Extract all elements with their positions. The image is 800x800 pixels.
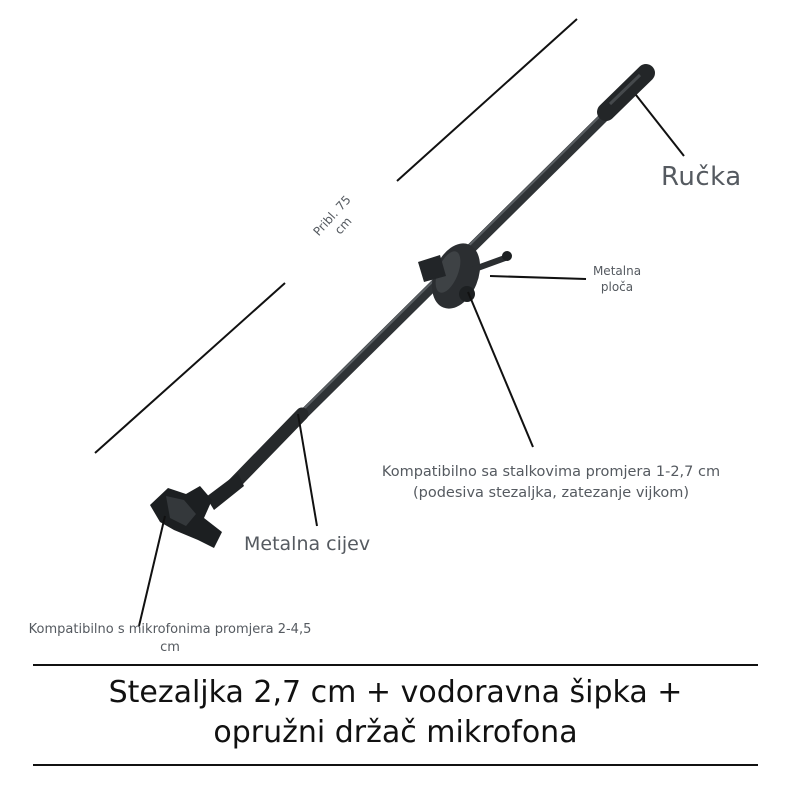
- boom-rod: [233, 113, 605, 485]
- metal-pipe-label: Metalna cijev: [244, 533, 371, 555]
- handle-grip: [606, 73, 646, 112]
- leader-clamp: [468, 292, 533, 447]
- caption: [33, 673, 758, 753]
- caption-line-2: opružni držač mikrofona: [213, 715, 578, 750]
- caption-rule-top: [33, 664, 758, 666]
- dimension-line-upper: [397, 19, 577, 181]
- leader-plate: [490, 276, 586, 279]
- length-label: Pribl. 75 cm: [310, 192, 355, 239]
- mic-compat-label: Kompatibilno s mikrofonima promjera 2-4,5 cm: [28, 622, 312, 655]
- leader-mic: [139, 516, 165, 626]
- handle-label: Ručka: [661, 162, 742, 192]
- mic-holder: [150, 473, 244, 548]
- dimension-line-lower: [95, 283, 285, 453]
- caption-rule-bottom: [33, 764, 758, 766]
- caption-line-1: Stezaljka 2,7 cm + vodoravna šipka +: [108, 675, 683, 710]
- clamp-compat-label: Kompatibilno sa stalkovima promjera 1-2,7 cm (podesiva stezaljka, zatezanje vijkom): [381, 464, 721, 501]
- leader-pipe: [298, 414, 317, 526]
- leader-handle: [636, 95, 684, 156]
- metal-plate-label: Metalna ploča: [592, 264, 642, 294]
